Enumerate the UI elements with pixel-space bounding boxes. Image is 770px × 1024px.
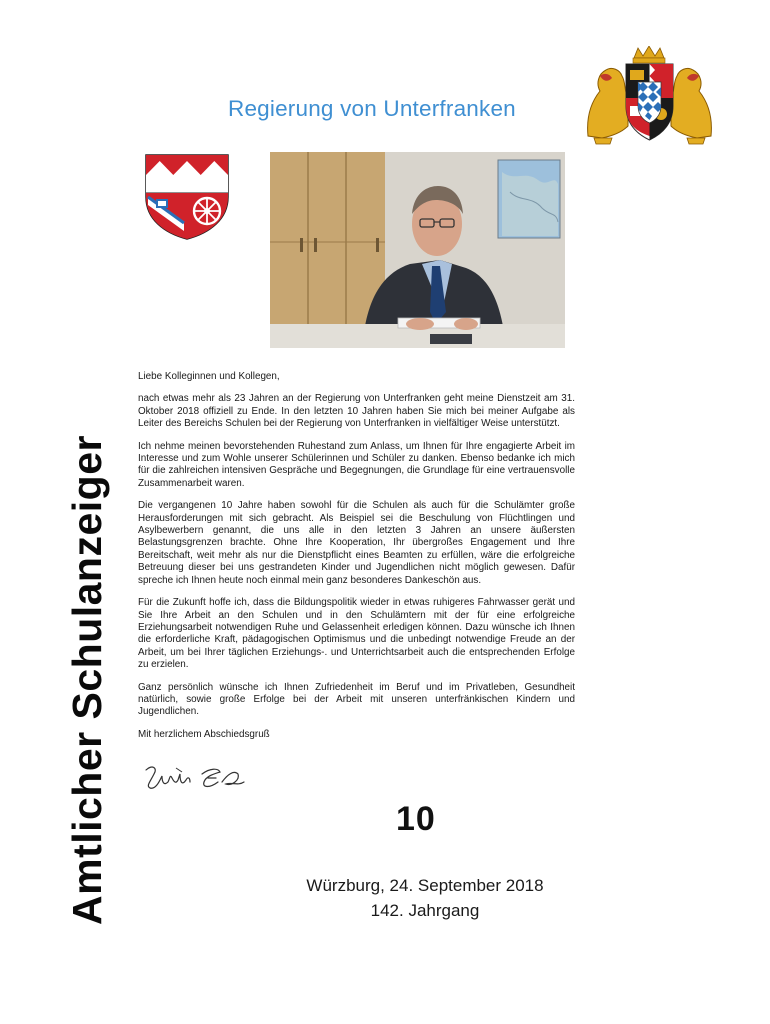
letter-paragraph: Die vergangenen 10 Jahre haben sowohl für die Schulen als auch für die Schulämter große Herausforderungen mit sich gebracht. Als Beispiel sei die Beschulung von Flüchtlingen und Asylbewerbern genannt, die uns alle in den letzten 3 Jahren an unsere äußersten Belastungsgrenzen brachte. Ohne Ihre Kooperation, Ihr übergroßes Engagement und Ihre Bereitschaft, weit mehr als nur die Dienstpflicht eines Beamten zu erfüllen, wäre die erfolgreiche Betreuung dieser bei uns gestrandeten Kinder und Jugendlichen nicht möglich gewesen. Dafür spreche ich Ihnen heute noch einmal mein ganz besonderes Dankeschön aus. [138, 500, 575, 586]
letter-closing: Mit herzlichem Abschiedsgruß [138, 728, 270, 740]
agency-name: Regierung von Unterfranken [228, 96, 516, 121]
issue-number: 10 [396, 800, 436, 838]
issue-place-date: Würzburg, 24. September 2018 [306, 876, 544, 895]
unterfranken-coat-of-arms-icon [144, 153, 230, 241]
farewell-letter [138, 371, 575, 751]
letter-salutation: Liebe Kolleginnen und Kollegen, [138, 371, 280, 382]
bavarian-coat-of-arms-icon [582, 46, 717, 146]
portrait-photo [270, 152, 565, 348]
letter-paragraph: nach etwas mehr als 23 Jahren an der Regierung von Unterfranken geht meine Dienstzeit am 31. Oktober 2018 offiziell zu Ende. In den letzten 10 Jahren haben Sie mich bei meiner Aufgabe als Leiter des Bereichs Schulen bei der Regierung von Unterfranken in vielfältiger Weise unterstützt. [138, 393, 575, 430]
handwritten-signature [140, 760, 250, 796]
issue-volume: 142. Jahrgang [370, 901, 480, 920]
letter-paragraph: Ganz persönlich wünsche ich Ihnen Zufriedenheit im Beruf und im Privatleben, Gesundheit natürlich, sowie große Erfolge bei der Arbeit mit unseren unterfränkischen Kindern und Jugendlichen. [138, 681, 575, 718]
letter-paragraph: Ich nehme meinen bevorstehenden Ruhestand zum Anlass, um Ihnen für Ihre engagierte Arbeit im Interesse und zum Wohle unserer Schülerinnen und Schüler zu danken. Ebenso bedanke ich mich für die zahlreichen intensiven Gespräche und Begegnungen, die Grundlage für eine vertrauensvolle Zusammenarbeit waren. [138, 440, 575, 489]
letter-paragraph: Für die Zukunft hoffe ich, dass die Bildungspolitik wieder in etwas ruhigeres Fahrwasser gerät und Sie Ihre Arbeit an den Schulen und in den Schulämtern mit der für eine erfolgreiche Erziehungsarbeit notwendigen Ruhe und Gelassenheit erledigen können. Dazu wünsche ich Ihnen die erforderliche Kraft, pädagogischen Optimismus und die unbedingt notwendige Freude an der Arbeit, um bei Ihrer täglichen Erziehungs-. und Unterrichtsarbeit auch die entsprechenden Erfolge zu erzielen. [138, 597, 575, 671]
publication-title: Amtlicher Schulanzeiger [64, 435, 110, 925]
